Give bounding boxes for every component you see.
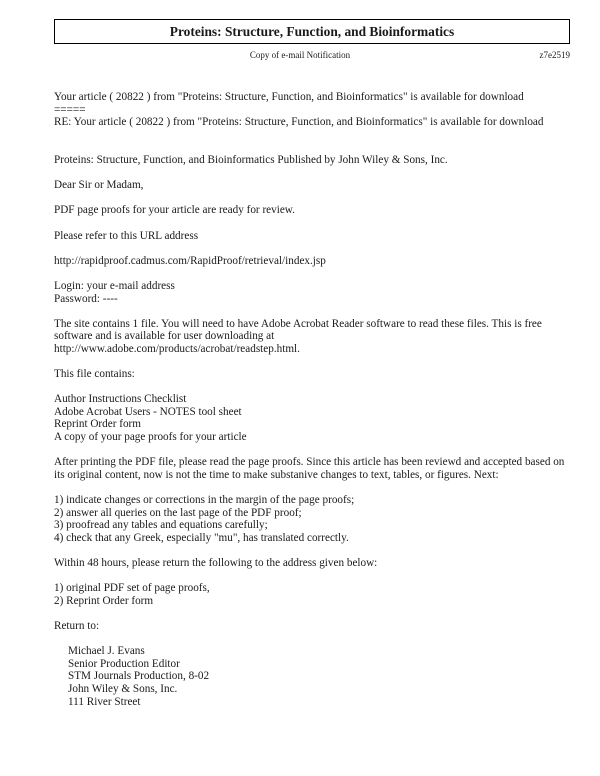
document-code: z7e2519 (539, 50, 570, 60)
list-item: 1) original PDF set of page proofs, (54, 582, 210, 595)
list-item: Author Instructions Checklist (54, 393, 187, 406)
address-line: Senior Production Editor (68, 657, 180, 670)
journal-title: Proteins: Structure, Function, and Bioinformatics (54, 19, 570, 44)
within-line: Within 48 hours, please return the following to the address given below: (54, 556, 378, 569)
password-line: Password: ---- (54, 292, 118, 305)
re-line: RE: Your article ( 20822 ) from "Proteins: Structure, Function, and Bioinformatics" is available for download (54, 116, 544, 129)
refer-line: Please refer to this URL address (54, 229, 199, 242)
printing-paragraph: After printing the PDF file, please read the page proofs. Since this article has been reviewd and accepted based on its original content, now is not the time to make substanive changes to text, tables, or figures. Next: (54, 456, 565, 481)
list-item: Reprint Order form (54, 418, 141, 431)
list-item: 3) proofread any tables and equations carefully; (54, 519, 268, 532)
address-line: John Wiley & Sons, Inc. (68, 682, 178, 695)
intro-line: Your article ( 20822 ) from "Proteins: Structure, Function, and Bioinformatics" is available for download (54, 91, 524, 103)
retrieval-url[interactable]: http://rapidproof.cadmus.com/RapidProof/retrieval/index.jsp (54, 254, 326, 267)
address-line: STM Journals Production, 8-02 (68, 670, 210, 683)
subheader (0, 49, 600, 61)
site-paragraph: The site contains 1 file. You will need to have Adobe Acrobat Reader software to read these files. This is free software and is available for user downloading at (54, 317, 542, 343)
list-item: A copy of your page proofs for your article (54, 431, 247, 444)
separator: ===== (54, 103, 86, 116)
acrobat-url[interactable]: http://www.adobe.com/products/acrobat/readstep.html. (54, 342, 300, 355)
file-contains-label: This file contains: (54, 368, 135, 381)
list-item: 1) indicate changes or corrections in the margin of the page proofs; (54, 494, 355, 506)
list-item: 4) check that any Greek, especially "mu", has translated correctly. (54, 531, 349, 544)
login-line: Login: your e-mail address (54, 279, 175, 292)
address-line: Michael J. Evans (68, 645, 145, 658)
email-body (54, 91, 574, 708)
address-line: 111 River Street (68, 695, 141, 708)
salutation: Dear Sir or Madam, (54, 179, 144, 192)
return-to-label: Return to: (54, 619, 100, 632)
list-item: 2) Reprint Order form (54, 594, 154, 607)
list-item: Adobe Acrobat Users - NOTES tool sheet (54, 405, 242, 418)
list-item: 2) answer all queries on the last page of the PDF proof; (54, 506, 302, 519)
notification-label: Copy of e-mail Notification (249, 50, 351, 60)
ready-line: PDF page proofs for your article are ready for review. (54, 204, 295, 217)
publisher-line: Proteins: Structure, Function, and Bioinformatics Published by John Wiley & Sons, Inc. (54, 153, 448, 166)
